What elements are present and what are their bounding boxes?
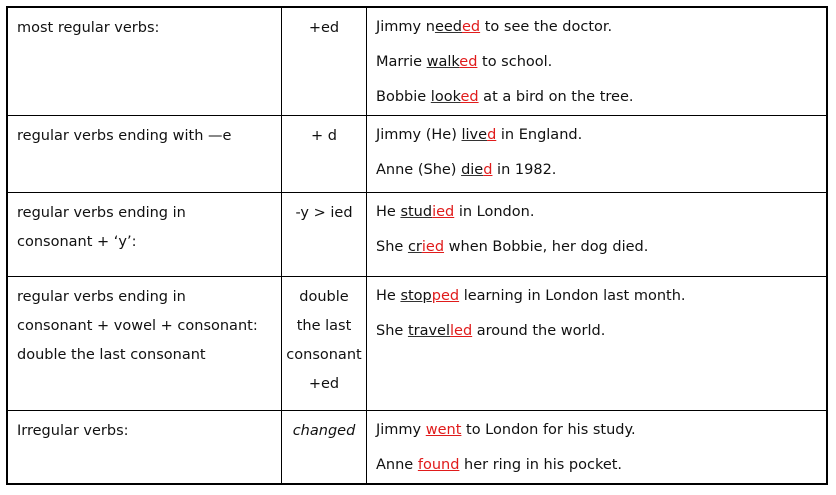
sentence-text: her ring in his pocket. xyxy=(459,457,623,473)
verb-ending: ed xyxy=(460,89,479,105)
examples-cell xyxy=(367,193,828,277)
sentence-text: to see the doctor. xyxy=(480,19,613,35)
sentence-text: learning in London last month. xyxy=(459,288,686,304)
sentence-text: around the world. xyxy=(472,323,606,339)
verb-ending: ed xyxy=(461,19,481,35)
suffix-text: +ed xyxy=(308,20,340,36)
verb-ending: ied xyxy=(421,239,445,255)
verb-stem: live xyxy=(461,127,488,143)
verb-stem: walk xyxy=(426,54,460,70)
table-row xyxy=(7,277,827,411)
example-sentence xyxy=(376,279,817,314)
suffix-text: consonant xyxy=(286,347,362,363)
table-row xyxy=(7,116,827,193)
sentence-text: Bobbie xyxy=(376,89,431,105)
example-sentence xyxy=(376,10,817,45)
sentence-text: Jimmy xyxy=(376,422,426,438)
verb-stem: eed xyxy=(434,19,462,35)
sentence-text: He xyxy=(376,204,401,220)
example-sentence xyxy=(376,413,817,448)
rule-text: consonant + ‘y’: xyxy=(17,234,137,250)
suffix-cell xyxy=(282,277,367,411)
sentence-text: Jimmy n xyxy=(376,19,435,35)
rule-text: double the last consonant xyxy=(17,347,206,363)
sentence-text: Jimmy (He) xyxy=(376,127,462,143)
rule-text: regular verbs ending in xyxy=(17,205,186,221)
examples-cell xyxy=(367,277,828,411)
examples-cell xyxy=(367,116,828,193)
example-sentence xyxy=(376,230,817,265)
sentence-text: She xyxy=(376,323,408,339)
example-sentence xyxy=(376,45,817,80)
rule-text: consonant + vowel + consonant: xyxy=(17,318,258,334)
example-sentence xyxy=(376,314,817,349)
suffix-cell xyxy=(282,116,367,193)
example-sentence xyxy=(376,80,817,115)
example-sentence xyxy=(376,448,817,483)
examples-cell xyxy=(367,411,828,485)
verb-stem: travel xyxy=(407,323,451,339)
verb-ending: ed xyxy=(459,54,478,70)
sentence-text: in England. xyxy=(496,127,583,143)
suffix-text: changed xyxy=(292,423,356,439)
sentence-text: She xyxy=(376,239,408,255)
table-row xyxy=(7,411,827,485)
verb-ending: d xyxy=(483,162,493,178)
rule-text: most regular verbs: xyxy=(17,20,160,36)
table-body xyxy=(7,7,827,484)
rule-cell xyxy=(7,193,282,277)
table-row xyxy=(7,7,827,116)
irregular-verb: found xyxy=(417,457,460,473)
sentence-text: in London. xyxy=(454,204,535,220)
irregular-verb: went xyxy=(425,422,462,438)
verb-stem: die xyxy=(461,162,484,178)
suffix-text: the last xyxy=(296,318,352,334)
example-sentence xyxy=(376,195,817,230)
verb-ending: ped xyxy=(431,288,460,304)
verb-stem: cr xyxy=(407,239,422,255)
verb-stem: stud xyxy=(400,204,433,220)
sentence-text: Anne (She) xyxy=(376,162,462,178)
table-row xyxy=(7,193,827,277)
verb-ending: ied xyxy=(432,204,455,220)
verb-rules-table xyxy=(6,6,828,485)
suffix-text: -y > ied xyxy=(295,205,353,221)
suffix-cell xyxy=(282,411,367,485)
examples-cell xyxy=(367,7,828,116)
sentence-text: to school. xyxy=(477,54,553,70)
sentence-text: He xyxy=(376,288,401,304)
rule-text: regular verbs ending with —e xyxy=(17,128,232,144)
rule-cell xyxy=(7,116,282,193)
suffix-text: double xyxy=(299,289,349,305)
sentence-text: Anne xyxy=(376,457,418,473)
rule-cell xyxy=(7,411,282,485)
sentence-text: Marrie xyxy=(376,54,427,70)
suffix-cell xyxy=(282,7,367,116)
example-sentence xyxy=(376,153,817,188)
verb-ending: d xyxy=(487,127,497,143)
sentence-text: when Bobbie, her dog died. xyxy=(444,239,649,255)
rule-cell xyxy=(7,7,282,116)
verb-stem: look xyxy=(430,89,461,105)
suffix-text: +ed xyxy=(308,376,340,392)
verb-ending: led xyxy=(450,323,473,339)
sentence-text: to London for his study. xyxy=(461,422,636,438)
sentence-text: in 1982. xyxy=(492,162,557,178)
suffix-text: + d xyxy=(311,128,337,144)
example-sentence xyxy=(376,118,817,153)
rule-text: regular verbs ending in xyxy=(17,289,186,305)
sentence-text: at a bird on the tree. xyxy=(478,89,634,105)
rule-text: Irregular verbs: xyxy=(17,423,129,439)
verb-stem: stop xyxy=(400,288,432,304)
suffix-cell xyxy=(282,193,367,277)
rule-cell xyxy=(7,277,282,411)
